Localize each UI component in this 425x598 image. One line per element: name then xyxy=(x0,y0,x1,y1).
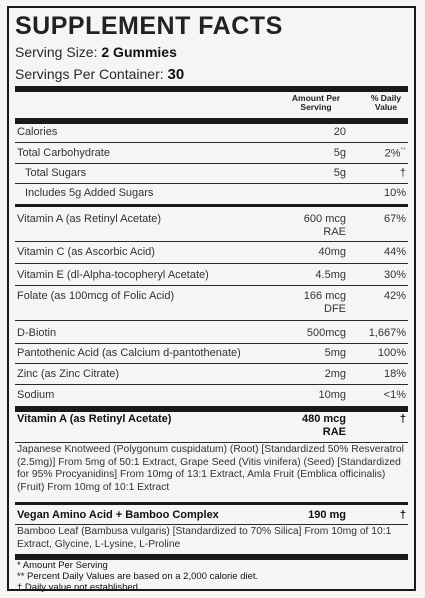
divider-thick xyxy=(15,406,408,412)
dv-header: % Daily Value xyxy=(370,93,402,112)
servings-value: 30 xyxy=(167,66,185,83)
serving-size xyxy=(15,44,177,60)
row-divider xyxy=(15,163,408,164)
amount-header: Amount Per Serving xyxy=(291,93,341,112)
section-divider xyxy=(15,502,408,505)
row-divider xyxy=(15,384,408,385)
row-divider xyxy=(15,183,408,184)
divider-thick xyxy=(15,86,408,92)
serving-size-value: 2 Gummies xyxy=(101,44,177,60)
row-divider xyxy=(15,263,408,264)
supplement-facts-panel: SUPPLEMENT FACTS Serving Size: 2 Gummies Servings Per Container: 30 Amount Per Serving % Daily Value Calories 20 Total Carbohydrate 5g 2%** Total Sugars 5g † Includes 5g Added Sugars 10% Vitamin A (as Retinyl Acetate) 600 mcg RAE 67% Vitamin C (as Ascorbic Acid) 40mg 44% Vitamin E (dl-Alpha-tocopheryl Acetate) 4.5mg 30% Folate (as 100mcg of Folic Acid) 166 mcg DFE 42% D-Biotin 500mcg 1,667% Pantothenic Acid (as Calcium d-pantothenate) 5mg 100% Zinc (as Zinc Citrate) 2mg 18% Sodium 10mg <1% Vitamin A (as Retinyl Acetate) 480 mcg RAE † Japanese Knotweed (Polygonum cuspidatum) (Root) [Standardized 50% Resveratrol (2.5mg)] From 5mg of 50:1 Extract, Grape Seed (Vitis vinifera) (Seed) [Standardized for 95% Procyanidins] From 10mg of 13:1 Extract, Amla Fruit (Emblica officinalis) (Fruit) From 10mg of 10:1 Extract Vegan Amino Acid + Bamboo Complex 190 mg † Bamboo Leaf (Bambusa vulgaris) [Standardized to 70% Silica] From 10mg of 10:1 Extract, Glycine, L-Lysine, L-Proline * Amount Per Serving ** Percent Daily Values are based on a 2,000 calorie diet. † Daily value not established xyxy=(7,6,416,591)
servings-per-container xyxy=(15,66,184,83)
row-divider xyxy=(15,524,408,525)
footnote-daily-values: ** Percent Daily Values are based on a 2,000 calorie diet. xyxy=(17,571,259,582)
footnote-amount: * Amount Per Serving xyxy=(17,560,108,571)
row-divider xyxy=(15,285,408,286)
panel-title: SUPPLEMENT FACTS xyxy=(15,12,283,40)
footnote-dagger: † Daily value not established xyxy=(17,582,138,593)
row-divider xyxy=(15,241,408,242)
row-divider xyxy=(15,142,408,143)
serving-size-label: Serving Size: xyxy=(15,44,98,60)
row-divider xyxy=(15,343,408,344)
section-divider xyxy=(15,204,408,207)
row-divider xyxy=(15,363,408,364)
row-divider xyxy=(15,320,408,321)
divider-thick xyxy=(15,118,408,124)
blend-vitamin-a-ingredients: Japanese Knotweed (Polygonum cuspidatum) (Root) [Standardized 50% Resveratrol (2.5mg)] From 5mg of 50:1 Extract, Grape Seed (Vitis vinifera) (Seed) [Standardized for 95% Procyanidins] From 10mg of 13:1 Extract, Amla Fruit (Emblica officinalis) (Fruit) From 10mg of 10:1 Extract xyxy=(17,444,404,493)
row-divider xyxy=(15,442,408,443)
blend-amino-bamboo-ingredients: Bamboo Leaf (Bambusa vulgaris) [Standardized to 70% Silica] From 10mg of 10:1 Extract, Glycine, L-Lysine, L-Proline xyxy=(17,526,392,550)
servings-label: Servings Per Container: xyxy=(15,66,164,82)
